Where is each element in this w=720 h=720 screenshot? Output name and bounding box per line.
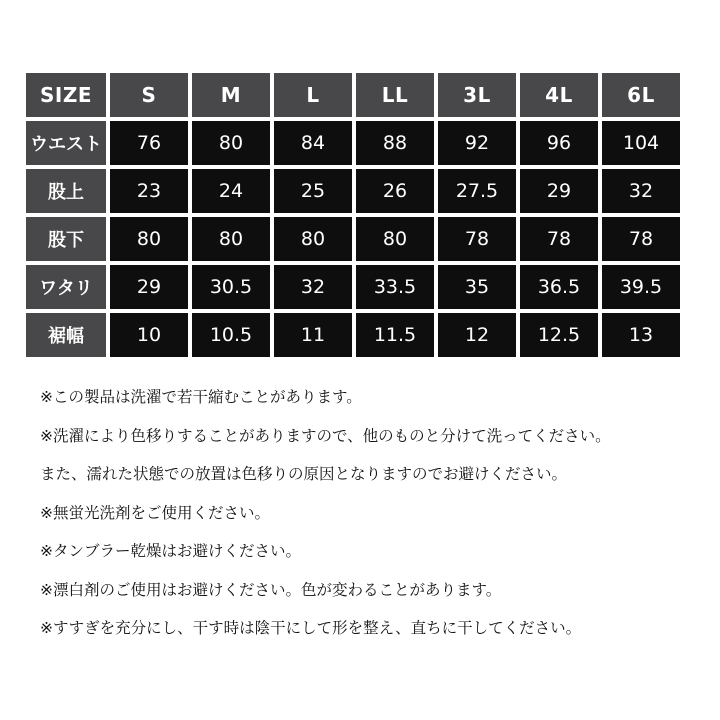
care-note: ※タンブラー乾燥はお避けください。 bbox=[40, 542, 301, 560]
table-cell: 78 bbox=[520, 217, 598, 261]
table-cell: 32 bbox=[274, 265, 352, 309]
care-note: また、濡れた状態での放置は色移りの原因となりますのでお避けください。 bbox=[40, 465, 568, 483]
table-cell: 12.5 bbox=[520, 313, 598, 357]
table-cell: 78 bbox=[602, 217, 680, 261]
table-cell: 24 bbox=[192, 169, 270, 213]
table-row-thigh bbox=[26, 265, 680, 309]
care-note: ※すすぎを充分にし、干す時は陰干にして形を整え、直ちに干してください。 bbox=[40, 619, 582, 637]
table-row-waist bbox=[26, 121, 680, 165]
table-cell: 11 bbox=[274, 313, 352, 357]
table-cell: 29 bbox=[110, 265, 188, 309]
table-cell: 96 bbox=[520, 121, 598, 165]
table-cell: 27.5 bbox=[438, 169, 516, 213]
table-cell: 88 bbox=[356, 121, 434, 165]
table-cell: 104 bbox=[602, 121, 680, 165]
care-notes bbox=[40, 378, 710, 648]
table-cell: 33.5 bbox=[356, 265, 434, 309]
row-label: ウエスト bbox=[26, 121, 106, 165]
row-label: ワタリ bbox=[26, 265, 106, 309]
header-cell: LL bbox=[356, 73, 434, 117]
row-label: 股上 bbox=[26, 169, 106, 213]
table-cell: 80 bbox=[356, 217, 434, 261]
header-cell: 4L bbox=[520, 73, 598, 117]
row-label: 裾幅 bbox=[26, 313, 106, 357]
table-cell: 36.5 bbox=[520, 265, 598, 309]
table-cell: 84 bbox=[274, 121, 352, 165]
table-row-hem bbox=[26, 313, 680, 357]
table-cell: 11.5 bbox=[356, 313, 434, 357]
table-cell: 92 bbox=[438, 121, 516, 165]
table-cell: 80 bbox=[192, 121, 270, 165]
table-cell: 23 bbox=[110, 169, 188, 213]
table-cell: 76 bbox=[110, 121, 188, 165]
table-header-row bbox=[26, 73, 680, 117]
table-cell: 13 bbox=[602, 313, 680, 357]
header-cell: 6L bbox=[602, 73, 680, 117]
header-cell-size: SIZE bbox=[26, 73, 106, 117]
table-cell: 32 bbox=[602, 169, 680, 213]
care-note: ※無蛍光洗剤をご使用ください。 bbox=[40, 503, 270, 522]
header-cell: M bbox=[192, 73, 270, 117]
care-note: ※洗濯により色移りすることがありますので、他のものと分けて洗ってください。 bbox=[40, 426, 611, 445]
care-note: ※この製品は洗濯で若干縮むことがあります。 bbox=[40, 388, 362, 406]
header-cell: L bbox=[274, 73, 352, 117]
table-cell: 26 bbox=[356, 169, 434, 213]
header-cell: S bbox=[110, 73, 188, 117]
row-label: 股下 bbox=[26, 217, 106, 261]
table-cell: 30.5 bbox=[192, 265, 270, 309]
care-note: ※漂白剤のご使用はお避けください。色が変わることがあります。 bbox=[40, 580, 502, 599]
table-cell: 25 bbox=[274, 169, 352, 213]
table-cell: 78 bbox=[438, 217, 516, 261]
table-cell: 12 bbox=[438, 313, 516, 357]
header-cell: 3L bbox=[438, 73, 516, 117]
table-cell: 80 bbox=[274, 217, 352, 261]
table-cell: 10.5 bbox=[192, 313, 270, 357]
table-cell: 10 bbox=[110, 313, 188, 357]
table-row-rise bbox=[26, 169, 680, 213]
table-cell: 29 bbox=[520, 169, 598, 213]
table-cell: 80 bbox=[110, 217, 188, 261]
table-cell: 35 bbox=[438, 265, 516, 309]
table-cell: 80 bbox=[192, 217, 270, 261]
table-cell: 39.5 bbox=[602, 265, 680, 309]
size-chart-table bbox=[22, 69, 684, 361]
table-row-inseam bbox=[26, 217, 680, 261]
